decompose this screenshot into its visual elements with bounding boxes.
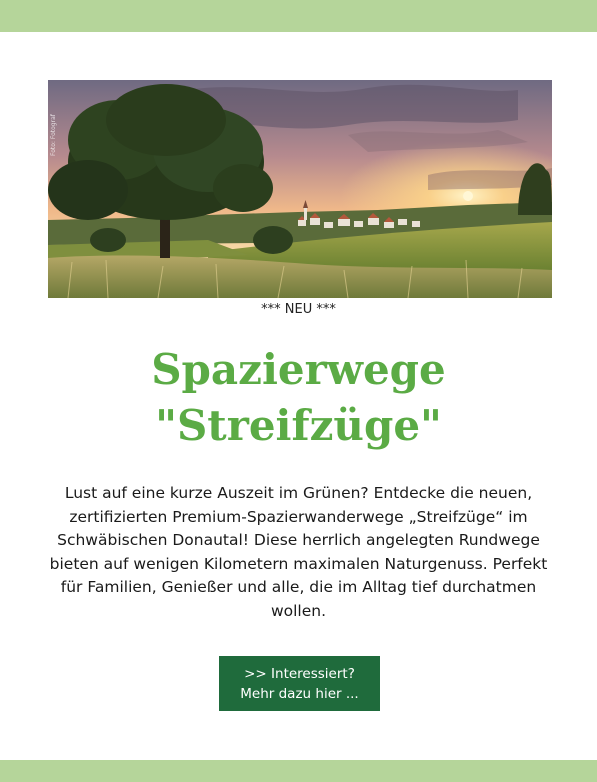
more-info-button-line-2: Mehr dazu hier ... bbox=[240, 686, 359, 702]
hero-image bbox=[48, 80, 552, 298]
bottom-green-band bbox=[0, 760, 597, 782]
new-badge: *** NEU *** bbox=[261, 302, 336, 317]
top-green-band bbox=[0, 0, 597, 32]
photo-credit: Foto: Fotograf bbox=[50, 114, 57, 156]
intro-paragraph: Lust auf eine kurze Auszeit im Grünen? Entdecke die neuen, zertifizierten Premium-Spazierwanderwege „Streifzüge“ im Schwäbischen Donautal! Diese herrlich angelegten Rundwege bieten auf wenigen Kilometern maximalen Naturgenuss. Perfekt für Familien, Genießer und alle, die im Alltag tief durchatmen wollen. bbox=[49, 484, 548, 620]
more-info-button[interactable] bbox=[219, 656, 380, 711]
more-info-button-line-1: >> Interessiert? bbox=[244, 666, 355, 682]
headline-line-1: Spazierwege bbox=[151, 345, 446, 394]
headline bbox=[0, 342, 597, 454]
headline-line-2: "Streifzüge" bbox=[155, 401, 442, 450]
